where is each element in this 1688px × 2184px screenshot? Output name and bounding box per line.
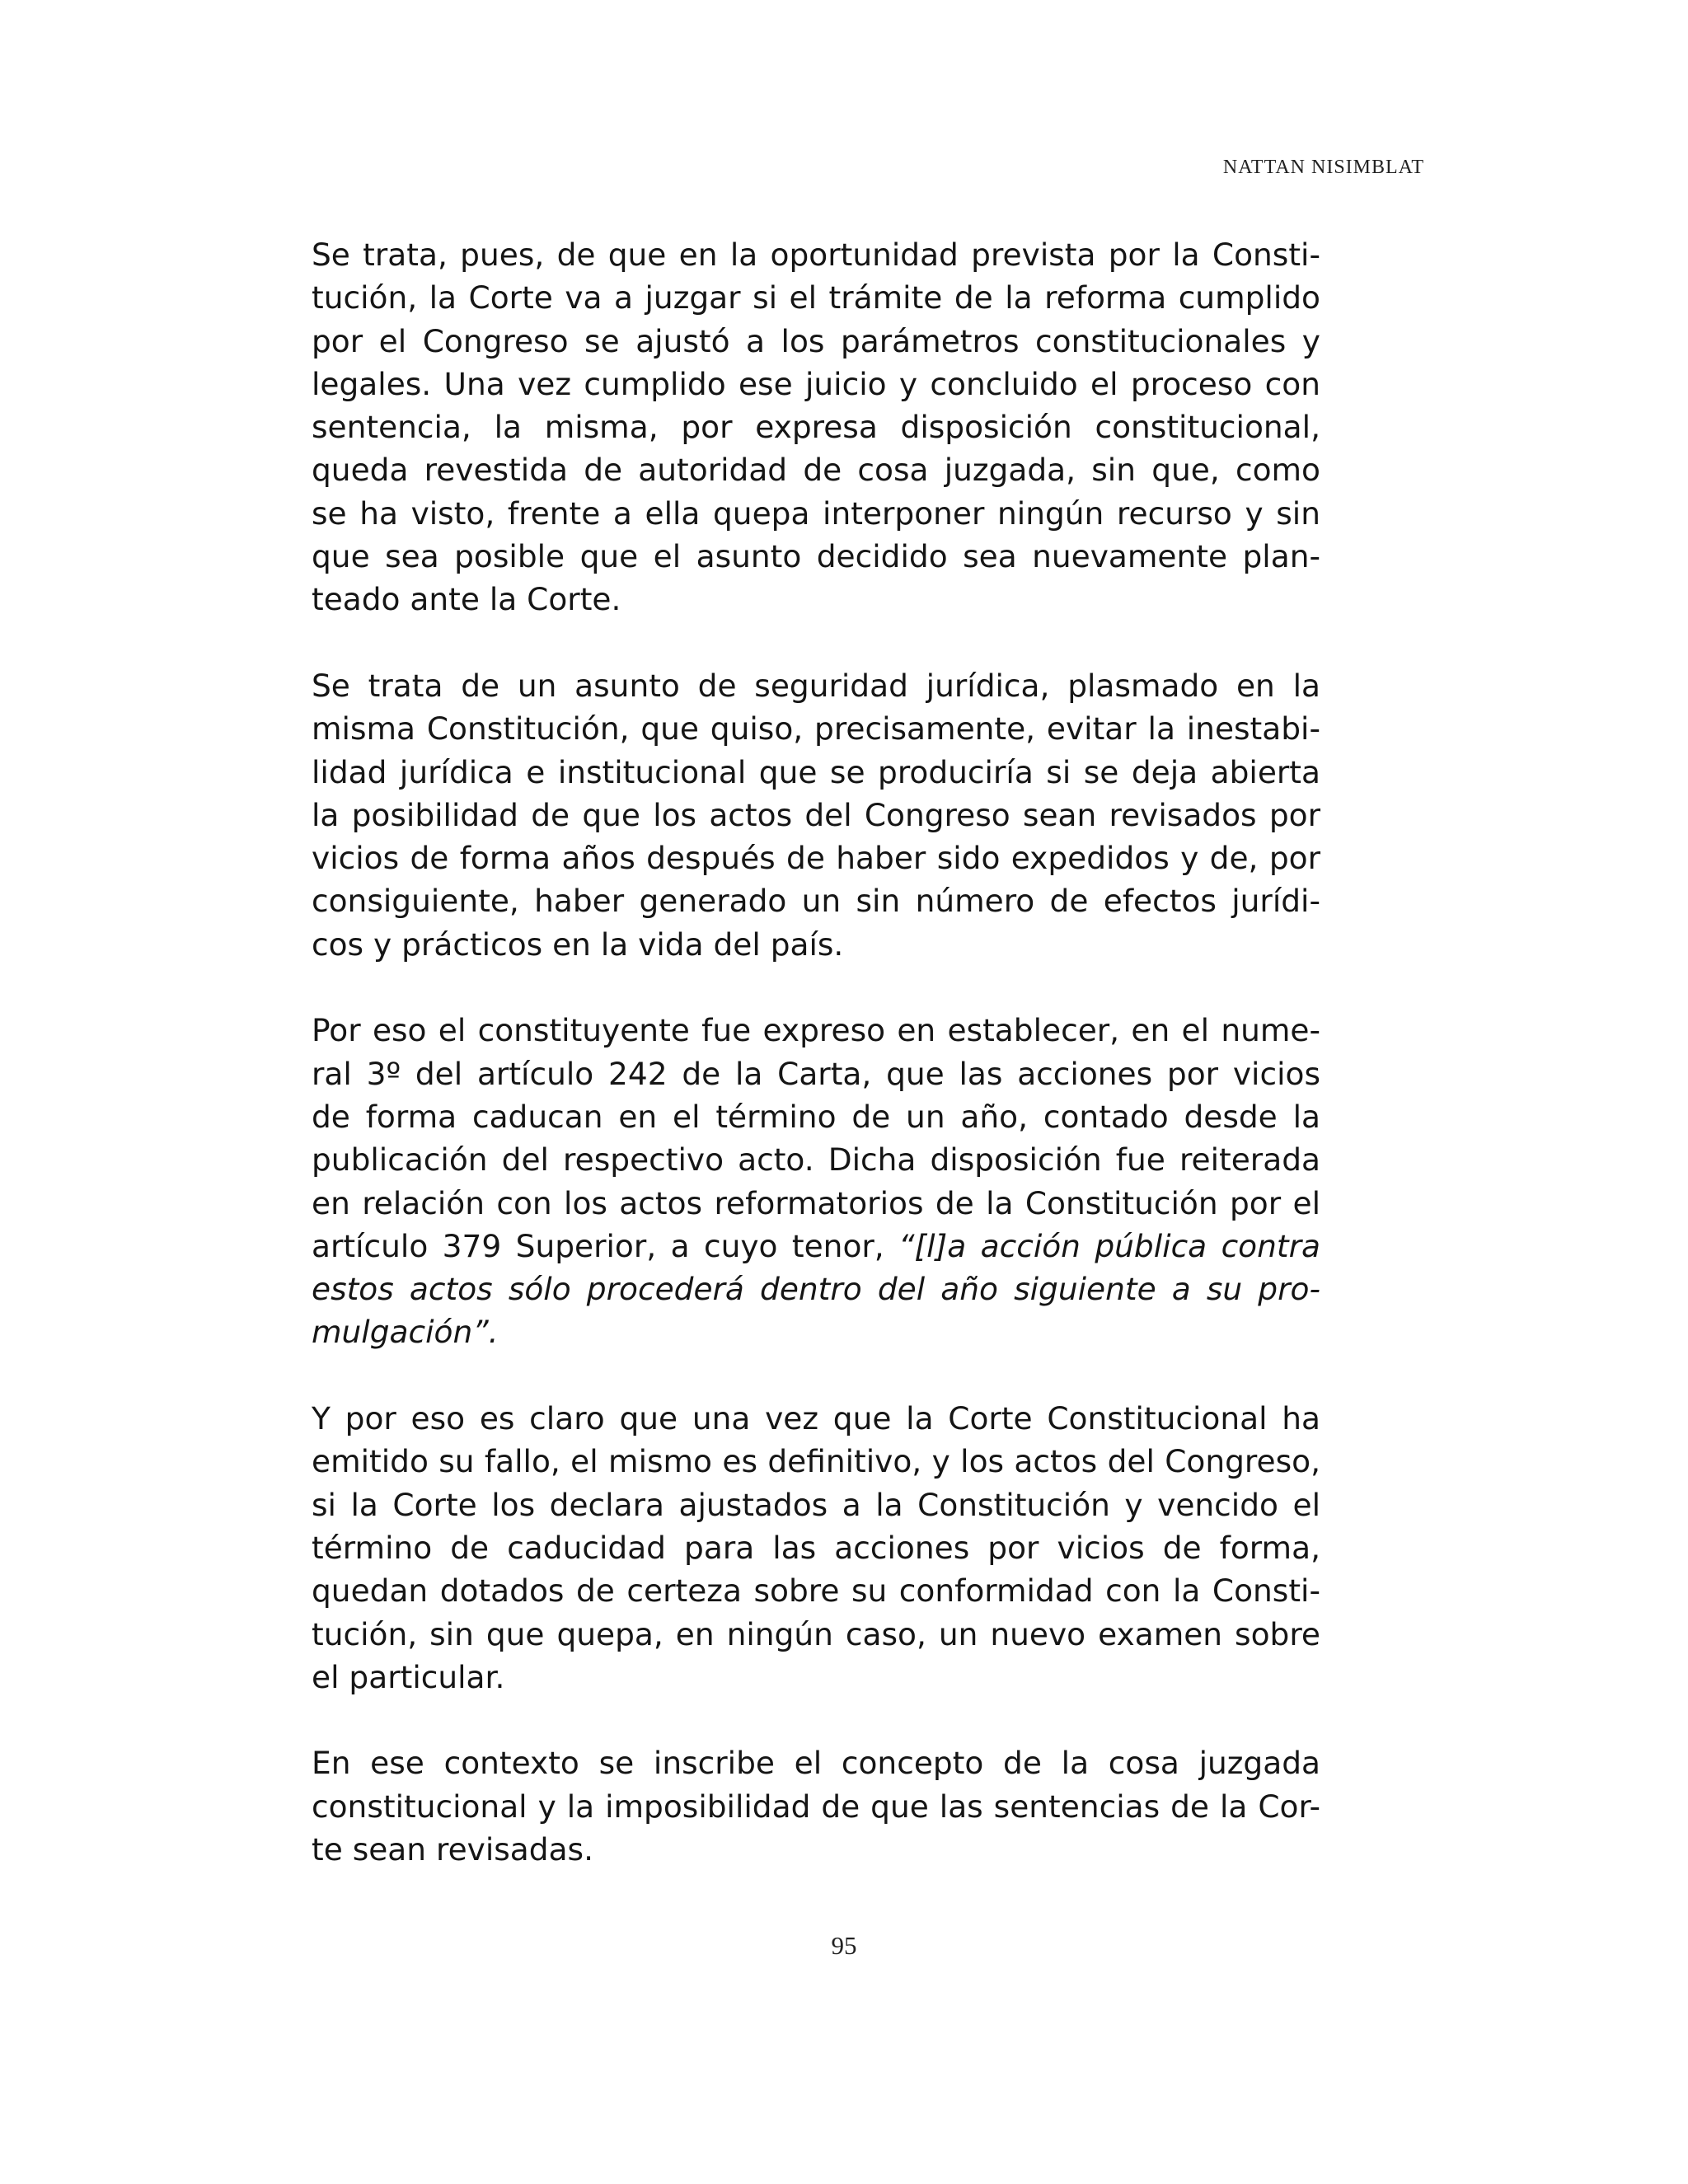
text-line: por el Congreso se ajustó a los parámetros constitucionales y <box>312 322 1320 359</box>
text-run: artículo 379 Superior, a cuyo tenor, <box>312 1227 899 1264</box>
text-line: la posibilidad de que los actos del Congreso sean revisados por <box>312 796 1320 833</box>
body-text <box>312 233 1320 1871</box>
text-line: Se trata de un asunto de seguridad jurídica, plasmado en la <box>312 667 1320 704</box>
text-line: legales. Una vez cumplido ese juicio y concluido el proceso con <box>312 365 1320 402</box>
paragraph <box>312 1397 1320 1699</box>
paragraph <box>312 664 1320 966</box>
text-line: emitido su fallo, el mismo es definitivo, y los actos del Congreso, <box>312 1443 1320 1480</box>
text-line: se ha visto, frente a ella quepa interponer ningún recurso y sin <box>312 494 1320 532</box>
text-line: que sea posible que el asunto decidido sea nuevamente plan- <box>312 538 1320 575</box>
text-line: vicios de forma años después de haber sido expedidos y de, por <box>312 840 1320 877</box>
text-line: tución, la Corte va a juzgar si el trámite de la reforma cumplido <box>312 279 1320 316</box>
paragraph-spacer <box>312 966 1320 1009</box>
text-line: queda revestida de autoridad de cosa juzgada, sin que, como <box>312 452 1320 489</box>
text-line: Se trata, pues, de que en la oportunidad prevista por la Consti- <box>312 237 1320 273</box>
paragraph <box>312 1741 1320 1871</box>
text-line: Y por eso es claro que una vez que la Corte Constitucional ha <box>312 1400 1320 1437</box>
text-line: misma Constitución, que quiso, precisamente, evitar la inestabi- <box>312 710 1320 748</box>
paragraph-spacer <box>312 1699 1320 1741</box>
running-header-author: NATTAN NISIMBLAT <box>1222 157 1424 178</box>
paragraph <box>312 1009 1320 1353</box>
text-line: término de caducidad para las acciones por vicios de forma, <box>312 1529 1320 1566</box>
text-line-with-quote <box>312 1225 1320 1268</box>
text-line: teado ante la Corte. <box>312 581 621 618</box>
text-line: cos y prácticos en la vida del país. <box>312 926 844 963</box>
text-line: de forma caducan en el término de un año, contado desde la <box>312 1098 1320 1135</box>
text-line: el particular. <box>312 1658 505 1695</box>
text-line: sentencia, la misma, por expresa disposición constitucional, <box>312 409 1320 446</box>
text-line: En ese contexto se inscribe el concepto de la cosa juzgada <box>312 1745 1320 1782</box>
text-line: si la Corte los declara ajustados a la Constitución y vencido el <box>312 1486 1320 1523</box>
text-line: tución, sin que quepa, en ningún caso, un nuevo examen sobre <box>312 1615 1320 1652</box>
text-line: publicación del respectivo acto. Dicha disposición fue reiterada <box>312 1141 1320 1179</box>
quoted-text-line: mulgación”. <box>312 1314 499 1351</box>
text-line: te sean revisadas. <box>312 1830 594 1868</box>
page-number: 95 <box>831 1931 857 1960</box>
text-line: Por eso el constituyente fue expreso en establecer, en el nume- <box>312 1012 1320 1049</box>
text-line: ral 3º del artículo 242 de la Carta, que las acciones por vicios <box>312 1055 1320 1092</box>
text-line: lidad jurídica e institucional que se produciría si se deja abierta <box>312 753 1320 790</box>
text-line: quedan dotados de certeza sobre su conformidad con la Consti- <box>312 1572 1320 1610</box>
paragraph-spacer <box>312 621 1320 664</box>
text-line: consiguiente, haber generado un sin número de efectos jurídi- <box>312 883 1320 920</box>
quoted-text-line: estos actos sólo procederá dentro del año siguiente a su pro- <box>312 1271 1320 1308</box>
paragraph <box>312 233 1320 621</box>
paragraph-spacer <box>312 1354 1320 1397</box>
text-line: constitucional y la imposibilidad de que las sentencias de la Cor- <box>312 1788 1320 1825</box>
text-line: en relación con los actos reformatorios de la Constitución por el <box>312 1184 1320 1221</box>
quoted-text: “[l]a acción pública contra <box>898 1227 1320 1264</box>
